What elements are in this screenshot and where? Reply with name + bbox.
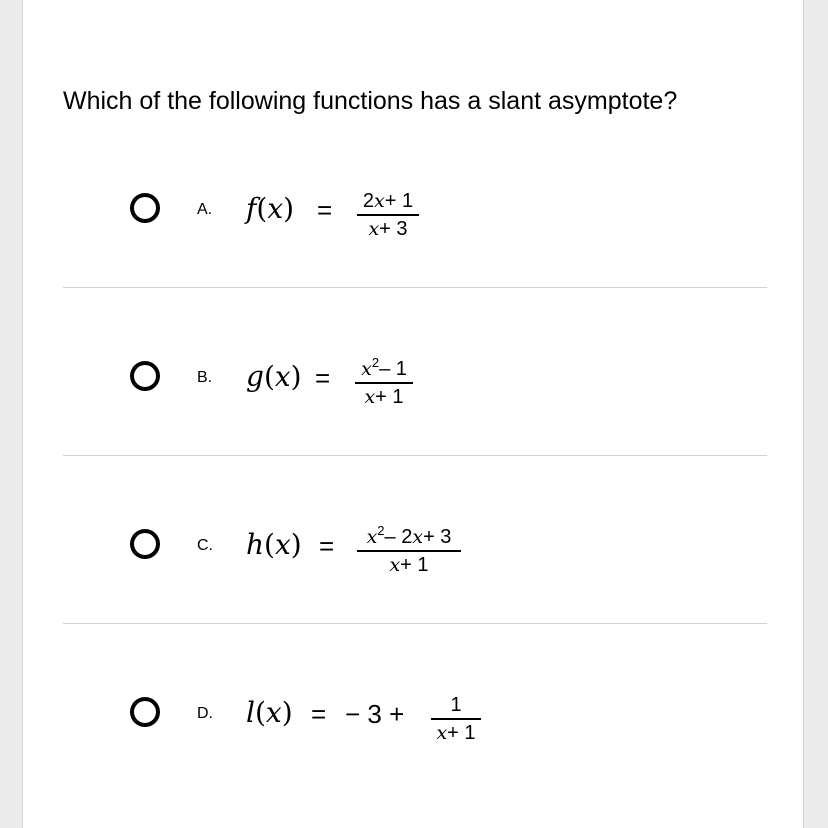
numerator-c: $x^2-$ 2x+ 3	[366, 523, 452, 548]
question-text: Which of the following functions has a slant asymptote?	[63, 87, 678, 115]
radio-button-d[interactable]	[130, 697, 160, 727]
equals-sign-d: =	[311, 699, 327, 729]
numerator-a: 2x+ 1	[362, 190, 414, 212]
function-variable: x	[267, 192, 284, 225]
constant-term-d: − 3 +	[345, 699, 405, 729]
fraction-bar-d	[431, 718, 481, 720]
radio-button-a[interactable]	[130, 193, 160, 223]
fraction-bar-a	[357, 214, 419, 216]
question-card	[22, 0, 804, 828]
function-variable: x	[265, 696, 282, 729]
numerator-d: 1	[450, 694, 462, 716]
denominator-d: x+ 1	[436, 722, 476, 744]
equals-sign-b: =	[315, 363, 331, 393]
function-name: g	[246, 360, 264, 393]
equals-sign-a: =	[317, 195, 333, 225]
option-letter-b: B.	[197, 369, 213, 386]
function-name: l	[246, 696, 255, 729]
function-name: h	[246, 528, 265, 561]
denominator-c: x+ 1	[389, 554, 429, 576]
denominator-a: x+ 3	[368, 218, 408, 240]
equals-sign-c: =	[319, 531, 335, 561]
option-c[interactable]	[63, 456, 767, 624]
function-label-a: f(x)	[246, 192, 295, 225]
function-variable: x	[274, 360, 291, 393]
option-letter-a: A.	[197, 201, 213, 218]
function-label-c: h(x)	[246, 528, 302, 561]
function-name: f	[246, 192, 257, 225]
option-d[interactable]	[63, 624, 767, 792]
option-letter-c: C.	[197, 537, 213, 554]
fraction-bar-b	[355, 382, 413, 384]
function-label-b: g(x)	[246, 360, 302, 393]
option-letter-d: D.	[197, 705, 213, 722]
numerator-b: $x^2-$ 1	[361, 355, 407, 380]
function-variable: x	[274, 528, 291, 561]
option-b[interactable]	[63, 288, 767, 456]
option-a[interactable]	[63, 120, 767, 288]
radio-button-c[interactable]	[130, 529, 160, 559]
function-label-d: l(x)	[246, 696, 293, 729]
fraction-bar-c	[357, 550, 461, 552]
denominator-b: x+ 1	[364, 386, 404, 408]
radio-button-b[interactable]	[130, 361, 160, 391]
